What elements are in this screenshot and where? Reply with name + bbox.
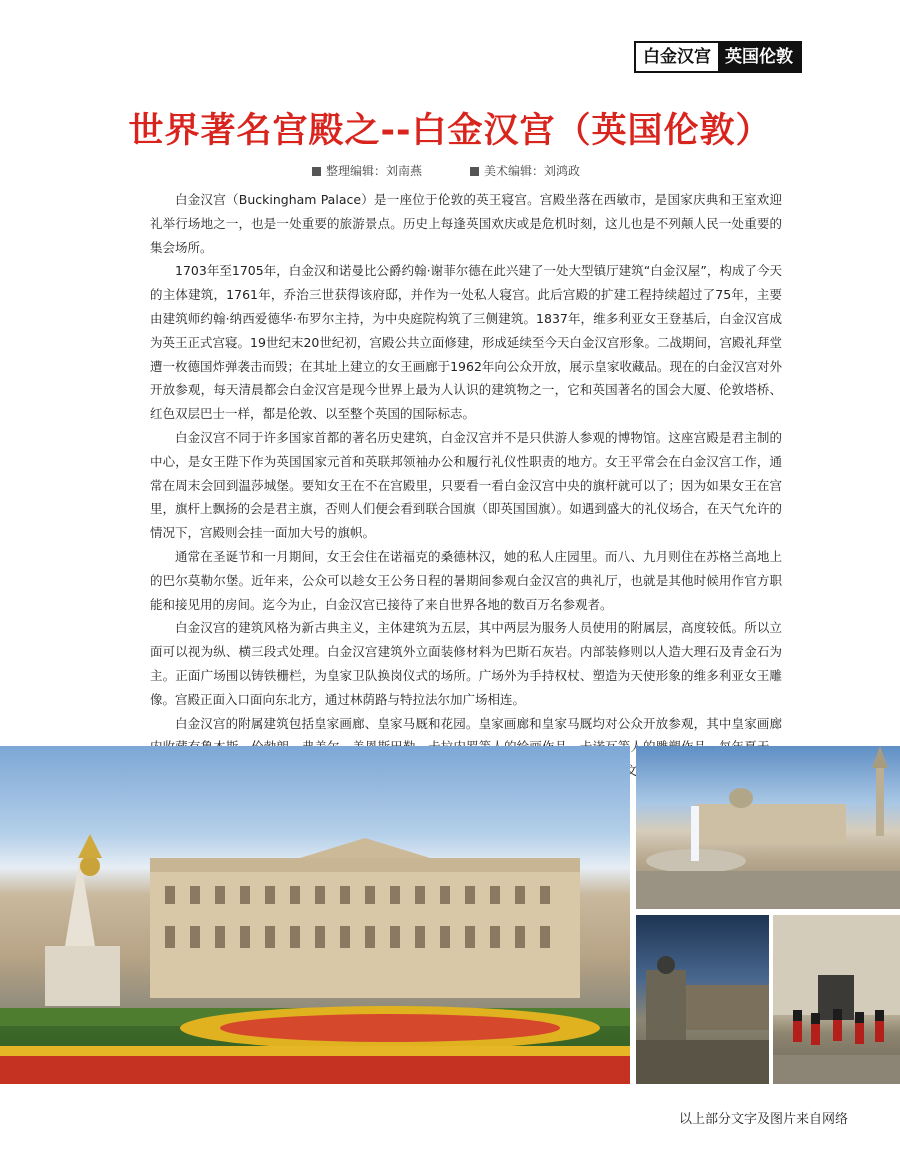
editor-credits: [312, 162, 580, 179]
article-title: 世界著名宫殿之--白金汉宫（英国伦敦）: [128, 111, 772, 151]
compiler-credit: [312, 162, 422, 179]
compiler-credit-text: 整理编辑：刘南燕: [326, 164, 423, 178]
paragraph-intro: 白金汉宫（Buckingham Palace）是一座位于伦敦的英王寝宫。宫殿坐落在西敏市，是国家庆典和王室欢迎礼举行场地之一，也是一处重要的旅游景点。历史上每逢英国欢庆或是危机时刻，这儿也是不列颠人民一处重要的集会场所。: [150, 192, 782, 255]
paragraph-residence: 通常在圣诞节和一月期间，女王会住在诺福克的桑德林汉，她的私人庄园里。而八、九月则住在苏格兰高地上的巴尔莫勒尔堡。近年来，公众可以趁女王公务日程的暑期间参观白金汉宫的典礼厅，也就是其他时候用作官方职能和接见用的房间。迄今为止，白金汉宫已接待了来自世界各地的数百万名参观者。: [150, 548, 782, 612]
paragraph-annex: 白金汉宫的附属建筑包括皇家画廊、皇家马厩和花园。皇家画廊和皇家马厩均对公众开放参观，其中皇家画廊 等人 文: [175, 715, 782, 779]
section-tag: [634, 41, 802, 73]
photo-palace-facade: [0, 746, 630, 1084]
source-credit: 以上部分文字及图片来自网络: [678, 1112, 848, 1127]
art-editor-credit-text: 美术编辑：刘鸿政: [484, 164, 581, 178]
section-tag-place: 白金汉宫: [636, 43, 718, 71]
paragraph-architecture: 白金汉宫的建筑风格为新古典主义，主体建筑为五层，其中两层为服务人员使用的附属层，高度较低。所以立面可以视为纵、横三段式处理。白金汉宫建筑外立面装修材料为巴斯石灰岩。内部装修则以人造大理石及青金石为主。正面广场围以铸铁栅栏，为皇家卫队换岗仪式的场所。广场外为手持权杖、塑造为天使形象的维多利亚女王雕像。宫殿正面入口面向东北方，通过林荫路与特拉法尔加广场相连。: [150, 620, 782, 707]
paragraph-function: 白金汉宫不同于许多国家首都的著名历史建筑，白金汉宫并不是只供游人参观的博物馆。这座宫殿是君主制的中心，是女王陛下作为英国国家元首和英联邦领袖办公和履行礼仪性职责的地方。女王平常会在白金汉宫工作，通常在周末会回到温莎城堡。要知女王在不在宫殿里，只要看一看白金汉宫中央的旗杆就可以了；因为如果女王在宫里，旗杆上飘扬的会是君主旗，否则人们便会看到联合国旗（即英国国旗）。如遇到盛大的礼仪场合，在天气允许的情况下，宫殿则会挂一面加大号的旗帜。: [150, 429, 782, 541]
photo-trafalgar-square: [636, 746, 900, 909]
section-tag-city: 英国伦敦: [718, 43, 800, 71]
photo-guards-parade: [773, 915, 900, 1084]
art-editor-credit: [470, 162, 580, 179]
square-bullet-icon: [312, 167, 321, 176]
photo-palace-at-dusk: [636, 915, 769, 1084]
square-bullet-icon: [470, 167, 479, 176]
paragraph-history: 1703年至1705年，白金汉和诺曼比公爵约翰·谢菲尔德在此兴建了一处大型镇厅建筑“白金汉屋”，构成了今天的主体建筑，1761年，乔治三世获得该府邸，并作为一处私人寝宫。此后宫殿的扩建工程持续超过了75年，主要由建筑师约翰·纳西爱德华·布罗尔主持，为中央庭院构筑了三侧建筑。1837年，维多利亚女王登基后，白金汉宫成为英王正式宫寝。19世纪末20世纪初，宫殿公共立面修建，形成延续至今天白金汉宫形象。二战期间，宫殿礼拜堂遭一枚德国炸弹袭击而毁；在其址上建立的女王画廊于1962年向公众开放，展示皇家收藏品。现在的白金汉宫对外开放参观，每天清晨都会白金汉宫是现今世界上最为人认识的建筑物之一，它和英国著名的国会大厦、伦敦塔桥、红色双层巴士一样，都是伦敦、以至整个英国的国际标志。: [150, 263, 782, 422]
article-body: [150, 188, 782, 783]
